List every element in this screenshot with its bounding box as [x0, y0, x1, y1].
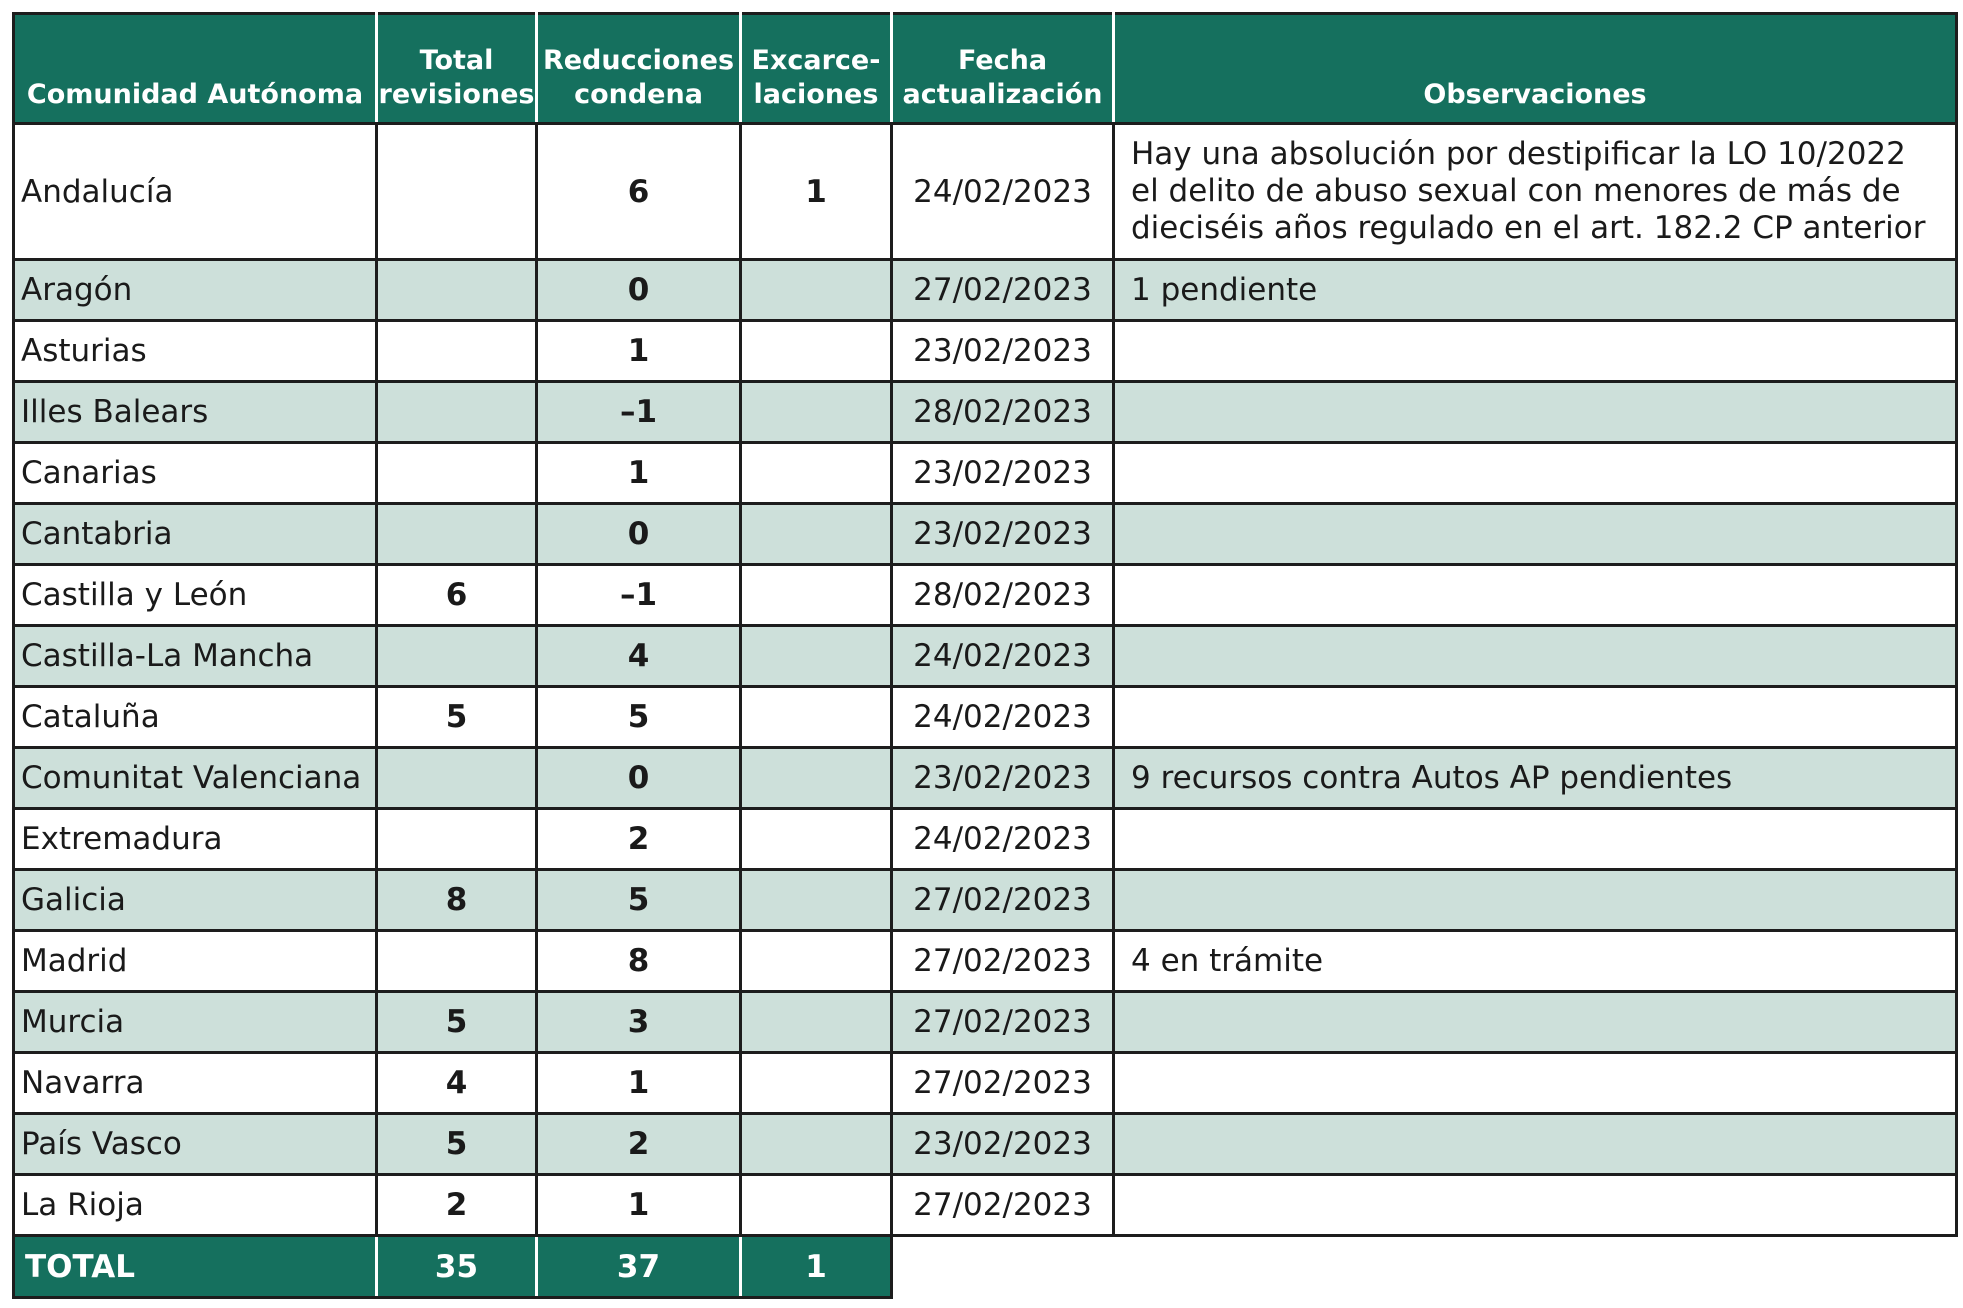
cell-region: La Rioja	[14, 1175, 377, 1236]
cell-observaciones	[1114, 124, 1957, 260]
cell-reducciones: 2	[537, 1114, 741, 1175]
observation-line: 1 pendiente	[1131, 271, 1318, 308]
cell-excarcelaciones	[741, 1114, 892, 1175]
table-row	[14, 382, 1957, 443]
cell-excarcelaciones	[741, 504, 892, 565]
cell-fecha: 27/02/2023	[892, 1053, 1114, 1114]
cell-observaciones	[1114, 382, 1957, 443]
cell-fecha: 27/02/2023	[892, 260, 1114, 321]
cell-region: Madrid	[14, 931, 377, 992]
header-line: Total	[419, 45, 494, 76]
cell-observaciones	[1114, 1053, 1957, 1114]
cell-region: Navarra	[14, 1053, 377, 1114]
table-row	[14, 809, 1957, 870]
table-row	[14, 687, 1957, 748]
table-row	[14, 443, 1957, 504]
cell-fecha: 28/02/2023	[892, 565, 1114, 626]
cell-total-revisiones	[377, 124, 537, 260]
cell-region: Illes Balears	[14, 382, 377, 443]
cell-excarcelaciones	[741, 931, 892, 992]
cell-region: Galicia	[14, 870, 377, 931]
cell-reducciones: 1	[537, 1175, 741, 1236]
header-fecha	[892, 14, 1114, 124]
totals-reducciones: 37	[537, 1236, 741, 1298]
cell-observaciones	[1114, 443, 1957, 504]
header-comunidad	[14, 14, 377, 124]
cell-total-revisiones	[377, 504, 537, 565]
cell-reducciones: 1	[537, 1053, 741, 1114]
cell-excarcelaciones	[741, 687, 892, 748]
totals-row	[14, 1236, 1957, 1298]
cell-excarcelaciones	[741, 1175, 892, 1236]
cell-total-revisiones	[377, 626, 537, 687]
cell-total-revisiones: 6	[377, 565, 537, 626]
cell-region: Canarias	[14, 443, 377, 504]
table-row	[14, 1175, 1957, 1236]
cell-observaciones	[1114, 809, 1957, 870]
cell-total-revisiones: 4	[377, 1053, 537, 1114]
table-row	[14, 124, 1957, 260]
cell-total-revisiones	[377, 748, 537, 809]
cell-fecha: 24/02/2023	[892, 809, 1114, 870]
cell-reducciones: 8	[537, 931, 741, 992]
cell-reducciones: 5	[537, 687, 741, 748]
table-row	[14, 626, 1957, 687]
table-footer	[14, 1236, 1957, 1298]
cell-reducciones: –1	[537, 565, 741, 626]
cell-reducciones: 0	[537, 260, 741, 321]
cell-excarcelaciones	[741, 382, 892, 443]
cell-region: Comunitat Valenciana	[14, 748, 377, 809]
table-row	[14, 565, 1957, 626]
cell-excarcelaciones	[741, 992, 892, 1053]
cell-observaciones	[1114, 870, 1957, 931]
totals-total-revisiones: 35	[377, 1236, 537, 1298]
cell-total-revisiones: 5	[377, 992, 537, 1053]
cell-total-revisiones: 5	[377, 687, 537, 748]
cell-reducciones: 1	[537, 443, 741, 504]
cell-excarcelaciones	[741, 443, 892, 504]
observation-line: dieciséis años regulado en el art. 182.2 CP anterior	[1131, 210, 1926, 246]
cell-fecha: 27/02/2023	[892, 931, 1114, 992]
cell-observaciones	[1114, 748, 1957, 809]
table-row	[14, 1114, 1957, 1175]
cell-region: Cataluña	[14, 687, 377, 748]
cell-excarcelaciones	[741, 321, 892, 382]
cell-total-revisiones	[377, 321, 537, 382]
cell-observaciones	[1114, 1114, 1957, 1175]
totals-label: TOTAL	[14, 1236, 377, 1298]
observation-line: 9 recursos contra Autos AP pendientes	[1131, 759, 1733, 796]
cell-fecha: 24/02/2023	[892, 687, 1114, 748]
cell-excarcelaciones	[741, 809, 892, 870]
cell-region: Andalucía	[14, 124, 377, 260]
cell-total-revisiones: 5	[377, 1114, 537, 1175]
cell-fecha: 23/02/2023	[892, 321, 1114, 382]
cell-total-revisiones	[377, 931, 537, 992]
cell-excarcelaciones	[741, 565, 892, 626]
cell-total-revisiones	[377, 260, 537, 321]
revisions-table	[12, 12, 1958, 1299]
header-total-revisiones	[377, 14, 537, 124]
cell-reducciones: 4	[537, 626, 741, 687]
header-observaciones	[1114, 14, 1957, 124]
cell-excarcelaciones	[741, 1053, 892, 1114]
cell-reducciones: 1	[537, 321, 741, 382]
cell-fecha: 24/02/2023	[892, 124, 1114, 260]
cell-excarcelaciones	[741, 260, 892, 321]
cell-excarcelaciones	[741, 626, 892, 687]
cell-observaciones	[1114, 1175, 1957, 1236]
cell-observaciones	[1114, 565, 1957, 626]
cell-fecha: 27/02/2023	[892, 992, 1114, 1053]
cell-observaciones	[1114, 260, 1957, 321]
cell-observaciones	[1114, 626, 1957, 687]
table-row	[14, 992, 1957, 1053]
cell-reducciones: 5	[537, 870, 741, 931]
totals-excarcelaciones: 1	[741, 1236, 892, 1298]
cell-reducciones: 0	[537, 504, 741, 565]
cell-total-revisiones: 8	[377, 870, 537, 931]
cell-region: Cantabria	[14, 504, 377, 565]
cell-reducciones: 2	[537, 809, 741, 870]
cell-region: País Vasco	[14, 1114, 377, 1175]
cell-region: Extremadura	[14, 809, 377, 870]
table-row	[14, 931, 1957, 992]
cell-excarcelaciones: 1	[741, 124, 892, 260]
cell-observaciones	[1114, 504, 1957, 565]
cell-reducciones: 3	[537, 992, 741, 1053]
cell-excarcelaciones	[741, 870, 892, 931]
cell-region: Murcia	[14, 992, 377, 1053]
cell-total-revisiones	[377, 809, 537, 870]
header-line: Observaciones	[1423, 79, 1647, 110]
totals-blank	[892, 1236, 1957, 1298]
cell-region: Castilla-La Mancha	[14, 626, 377, 687]
header-row	[14, 14, 1957, 124]
header-excarcelaciones	[741, 14, 892, 124]
header-line: Excarce-	[751, 45, 881, 76]
header-line: Reducciones	[542, 45, 735, 76]
observation-line: 4 en trámite	[1131, 942, 1324, 979]
cell-reducciones: –1	[537, 382, 741, 443]
cell-reducciones: 6	[537, 124, 741, 260]
cell-fecha: 24/02/2023	[892, 626, 1114, 687]
table-header	[14, 14, 1957, 124]
cell-region: Castilla y León	[14, 565, 377, 626]
header-line: actualización	[902, 79, 1103, 110]
table-row	[14, 260, 1957, 321]
cell-region: Asturias	[14, 321, 377, 382]
cell-region: Aragón	[14, 260, 377, 321]
table-body	[14, 124, 1957, 1236]
cell-total-revisiones	[377, 382, 537, 443]
cell-reducciones: 0	[537, 748, 741, 809]
header-line: condena	[574, 79, 703, 110]
cell-observaciones	[1114, 321, 1957, 382]
observation-line: el delito de abuso sexual con menores de más de	[1131, 173, 1901, 209]
header-line: laciones	[753, 79, 879, 110]
cell-observaciones	[1114, 687, 1957, 748]
cell-fecha: 23/02/2023	[892, 443, 1114, 504]
cell-observaciones	[1114, 992, 1957, 1053]
header-line: revisiones	[378, 79, 535, 110]
header-line: Fecha	[957, 45, 1048, 76]
observation-line: Hay una absolución por destipificar la LO 10/2022	[1131, 136, 1906, 172]
cell-observaciones	[1114, 931, 1957, 992]
cell-fecha: 27/02/2023	[892, 1175, 1114, 1236]
cell-total-revisiones	[377, 443, 537, 504]
table-row	[14, 870, 1957, 931]
cell-total-revisiones: 2	[377, 1175, 537, 1236]
table-row	[14, 748, 1957, 809]
cell-fecha: 23/02/2023	[892, 1114, 1114, 1175]
table-row	[14, 504, 1957, 565]
cell-fecha: 23/02/2023	[892, 748, 1114, 809]
cell-fecha: 23/02/2023	[892, 504, 1114, 565]
table-row	[14, 1053, 1957, 1114]
cell-fecha: 27/02/2023	[892, 870, 1114, 931]
cell-fecha: 28/02/2023	[892, 382, 1114, 443]
header-line: Comunidad Autónoma	[26, 79, 364, 110]
table-row	[14, 321, 1957, 382]
cell-excarcelaciones	[741, 748, 892, 809]
header-reducciones	[537, 14, 741, 124]
